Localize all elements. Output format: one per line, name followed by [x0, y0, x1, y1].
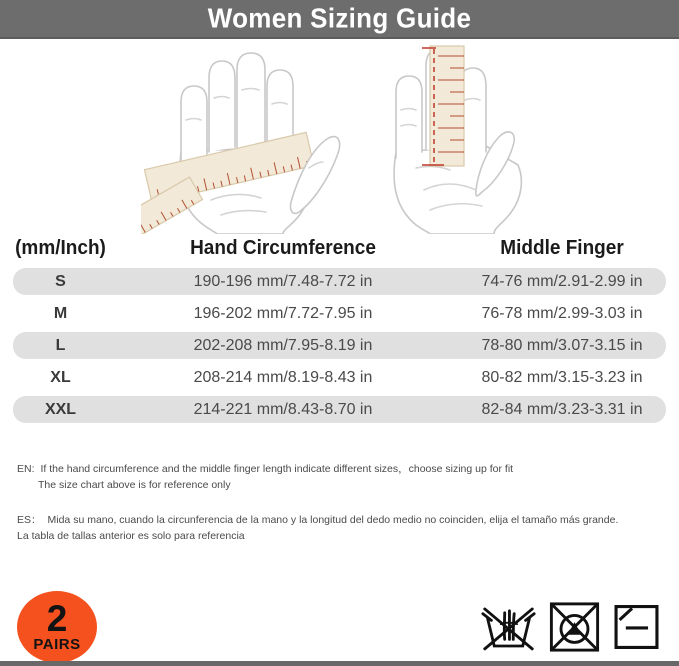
hand-circumference-value: 202-208 mm/7.95-8.19 in	[193, 336, 373, 354]
do-not-tumble-dry-icon	[547, 601, 602, 653]
table-row	[13, 364, 666, 391]
hand-illustrations	[0, 40, 679, 234]
note-es-line1: Mida su mano, cuando la circunferencia de la mano y la longitud del dedo medio no coinciden, elija el tamaño más grande.	[47, 514, 619, 526]
note-en-line2: The size chart above is for reference only	[38, 479, 231, 491]
size-label: XXL	[44, 400, 77, 418]
middle-finger-value: 80-82 mm/3.15-3.23 in	[481, 368, 643, 386]
table-row	[13, 268, 666, 295]
size-label: XL	[50, 368, 71, 386]
table-header-row	[0, 238, 679, 266]
size-label: L	[55, 336, 66, 354]
care-instructions	[480, 600, 665, 654]
middle-finger-illustration	[364, 40, 539, 234]
note-es-line2: La tabla de tallas anterior es solo para referencia	[17, 530, 245, 542]
note-spanish	[17, 512, 657, 544]
pairs-label: PAIRS	[33, 635, 81, 653]
note-english	[17, 461, 657, 493]
column-header-unit: (mm/Inch)	[15, 237, 106, 260]
middle-finger-value: 74-76 mm/2.91-2.99 in	[481, 272, 643, 290]
hand-circumference-value: 214-221 mm/8.43-8.70 in	[193, 400, 373, 418]
hand-circumference-value: 190-196 mm/7.48-7.72 in	[193, 272, 373, 290]
middle-finger-value: 82-84 mm/3.23-3.31 in	[481, 400, 643, 418]
hand-circumference-value: 196-202 mm/7.72-7.95 in	[193, 304, 373, 322]
size-label: S	[55, 272, 66, 290]
do-not-hand-wash-icon	[480, 601, 537, 653]
dry-flat-in-shade-icon	[612, 603, 661, 651]
note-en-label: EN:	[17, 463, 35, 475]
column-header-hand-circumference: Hand Circumference	[190, 237, 376, 260]
middle-finger-value: 78-80 mm/3.07-3.15 in	[481, 336, 643, 354]
pairs-count: 2	[46, 597, 68, 639]
header-bar	[0, 0, 679, 39]
hand-circumference-value: 208-214 mm/8.19-8.43 in	[193, 368, 373, 386]
note-es-label: ES：	[17, 514, 42, 526]
note-en-line1: If the hand circumference and the middle finger length indicate different sizes，choose sizing up for fit	[40, 463, 514, 475]
table-row	[13, 396, 666, 423]
pairs-badge	[17, 591, 97, 663]
size-label: M	[53, 304, 68, 322]
footer-bar	[0, 661, 679, 666]
table-row	[13, 332, 666, 359]
middle-finger-value: 76-78 mm/2.99-3.03 in	[481, 304, 643, 322]
table-row	[13, 300, 666, 327]
column-header-middle-finger: Middle Finger	[500, 237, 624, 260]
hand-circumference-illustration	[141, 40, 346, 234]
page-title: Women Sizing Guide	[207, 2, 472, 34]
